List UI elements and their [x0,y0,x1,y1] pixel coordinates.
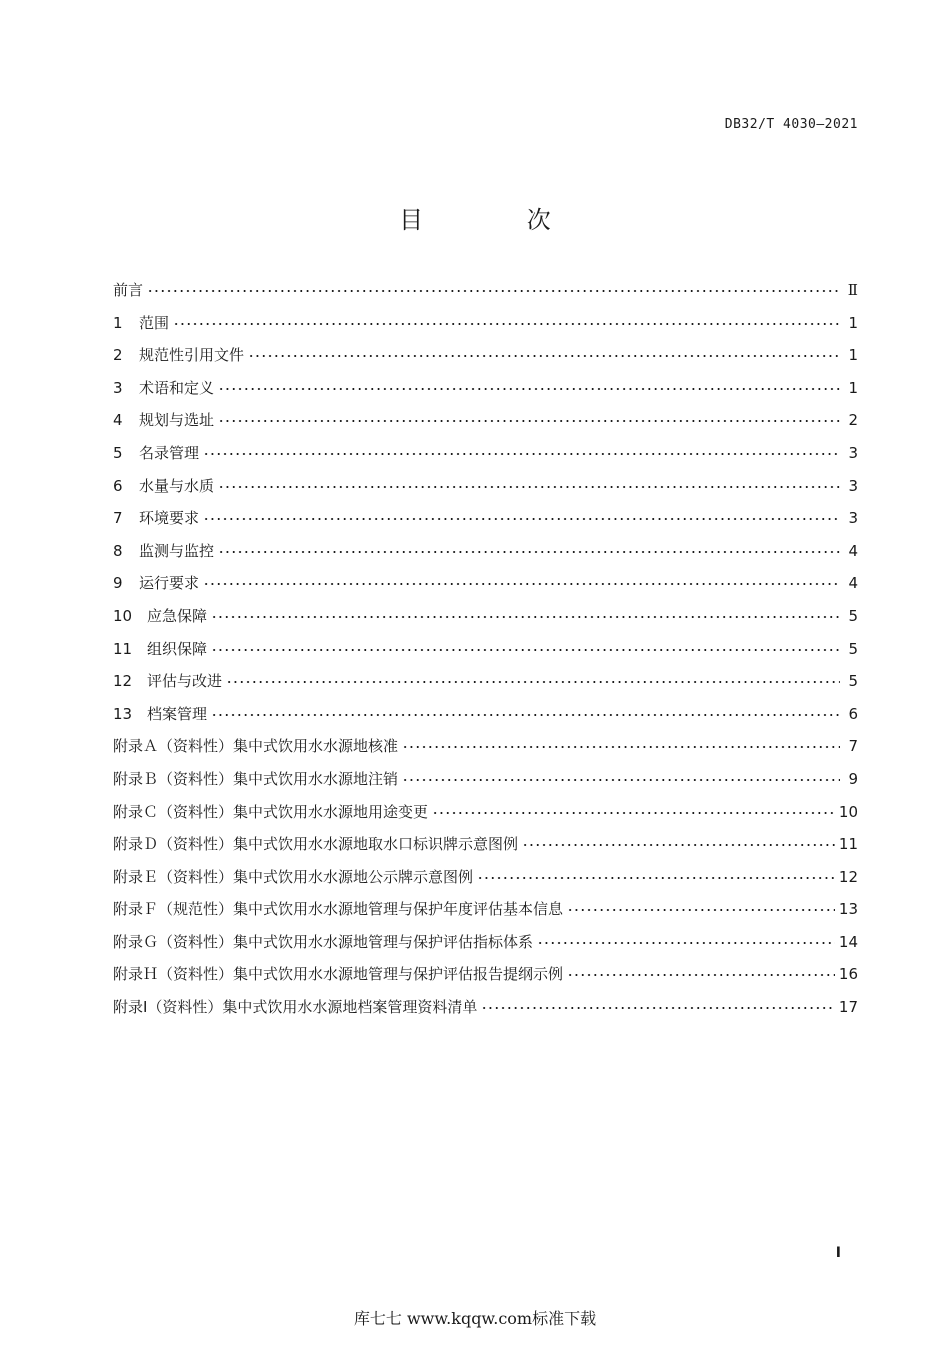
toc-entry-number: 8 [113,541,123,560]
toc-entry-label: 应急保障 [147,606,208,625]
toc-dot-leader [402,746,840,748]
toc-entry-label: 附录Ⅰ（资料性）集中式饮用水水源地档案管理资料清单 [113,998,478,1017]
page-number: I [835,1245,841,1261]
toc-entry[interactable] [113,893,858,926]
toc-dot-leader [203,453,840,455]
toc-entry[interactable] [113,665,858,698]
toc-entry-page: 17 [838,998,858,1017]
toc-entry[interactable] [113,926,858,959]
toc-dot-leader [218,551,840,553]
toc-entry-number: 5 [113,443,123,462]
toc-dot-leader [147,290,840,292]
toc-entry-page: 12 [838,867,858,886]
toc-dot-leader [218,388,840,390]
toc-entry-page: 4 [848,574,858,593]
toc-dot-leader [567,909,835,911]
toc-dot-leader [248,355,840,357]
table-of-contents [113,274,858,1024]
toc-entry-number: 9 [113,574,123,593]
toc-entry-label: 规划与选址 [139,411,215,430]
toc-entry-label: 附录Ａ（资料性）集中式饮用水水源地核准 [113,737,399,756]
toc-entry-number: 13 [113,704,133,723]
toc-dot-leader [218,486,840,488]
toc-dot-leader [522,844,835,846]
toc-dot-leader [211,714,840,716]
toc-entry[interactable] [113,763,858,796]
toc-entry-page: 5 [848,639,858,658]
toc-entry[interactable] [113,372,858,405]
toc-entry-page: 3 [848,476,858,495]
toc-entry-label: 监测与监控 [139,541,215,560]
toc-entry-page: 9 [848,769,858,788]
toc-entry[interactable] [113,698,858,731]
toc-entry-page: 2 [848,411,858,430]
toc-dot-leader [211,616,840,618]
toc-entry[interactable] [113,600,858,633]
toc-entry-number: 3 [113,378,123,397]
toc-entry-page: 3 [848,509,858,528]
toc-entry-number: 1 [113,313,123,332]
toc-entry[interactable] [113,796,858,829]
toc-entry[interactable] [113,339,858,372]
toc-dot-leader [481,1007,834,1009]
toc-entry-page: 5 [848,606,858,625]
toc-entry-number: 4 [113,411,123,430]
toc-entry-label: 组织保障 [147,639,208,658]
toc-dot-leader [402,779,840,781]
toc-entry[interactable] [113,502,858,535]
toc-entry-page: Ⅱ [847,281,858,299]
toc-entry-page: 1 [848,378,858,397]
page-title: 目 次 [399,206,599,234]
toc-entry-label: 档案管理 [147,704,208,723]
toc-entry-page: 4 [848,541,858,560]
toc-entry-page: 16 [838,965,858,984]
toc-dot-leader [211,649,840,651]
toc-entry-label: 附录Ｃ（资料性）集中式饮用水水源地用途变更 [113,802,429,821]
toc-entry-page: 1 [848,313,858,332]
toc-entry[interactable] [113,828,858,861]
toc-entry-label: 附录Ｇ（资料性）集中式饮用水水源地管理与保护评估指标体系 [113,932,534,951]
toc-entry-page: 10 [838,802,858,821]
toc-entry-number: 6 [113,476,123,495]
toc-entry-number: 2 [113,346,123,365]
toc-entry-label: 前言 [113,281,144,299]
toc-dot-leader [226,681,840,683]
toc-entry-page: 3 [848,443,858,462]
toc-entry-label: 术语和定义 [139,378,215,397]
toc-entry-page: 7 [848,737,858,756]
toc-entry[interactable] [113,633,858,666]
toc-entry-label: 水量与水质 [139,476,215,495]
toc-entry[interactable] [113,535,858,568]
toc-entry[interactable] [113,861,858,894]
toc-entry[interactable] [113,958,858,991]
toc-entry[interactable] [113,470,858,503]
toc-entry-number: 7 [113,509,123,528]
toc-entry-label: 附录Ｂ（资料性）集中式饮用水水源地注销 [113,769,399,788]
toc-entry-label: 附录Ｆ（规范性）集中式饮用水水源地管理与保护年度评估基本信息 [113,900,564,919]
toc-entry[interactable] [113,307,858,340]
toc-entry-label: 名录管理 [139,443,200,462]
toc-entry[interactable] [113,404,858,437]
toc-entry-page: 13 [838,900,858,919]
toc-dot-leader [203,518,840,520]
toc-entry-page: 5 [848,672,858,691]
toc-entry-label: 环境要求 [139,509,200,528]
toc-dot-leader [203,583,840,585]
toc-entry-number: 12 [113,672,133,691]
toc-dot-leader [537,942,835,944]
toc-entry-label: 附录Ｈ（资料性）集中式饮用水水源地管理与保护评估报告提纲示例 [113,965,564,984]
toc-entry-page: 14 [838,932,858,951]
toc-entry-label: 评估与改进 [147,672,223,691]
toc-entry-label: 范围 [139,313,170,332]
toc-entry-label: 附录Ｅ（资料性）集中式饮用水水源地公示牌示意图例 [113,867,474,886]
toc-entry[interactable] [113,274,858,307]
toc-entry[interactable] [113,730,858,763]
toc-entry-label: 规范性引用文件 [139,346,245,365]
toc-entry-label: 附录Ｄ（资料性）集中式饮用水水源地取水口标识牌示意图例 [113,835,519,854]
footer-watermark: 库七七 www.kqqw.com标准下载 [353,1309,597,1328]
document-code: DB32/T 4030—2021 [724,117,858,132]
toc-dot-leader [477,877,835,879]
toc-entry[interactable] [113,567,858,600]
toc-entry-page: 1 [848,346,858,365]
toc-dot-leader [567,974,835,976]
toc-entry[interactable] [113,991,858,1024]
toc-dot-leader [432,812,835,814]
toc-entry-page: 11 [838,835,858,854]
toc-entry-label: 运行要求 [139,574,200,593]
toc-dot-leader [173,323,840,325]
toc-entry-number: 11 [113,639,133,658]
toc-dot-leader [218,420,840,422]
toc-entry-page: 6 [848,704,858,723]
toc-entry[interactable] [113,437,858,470]
toc-entry-number: 10 [113,606,133,625]
